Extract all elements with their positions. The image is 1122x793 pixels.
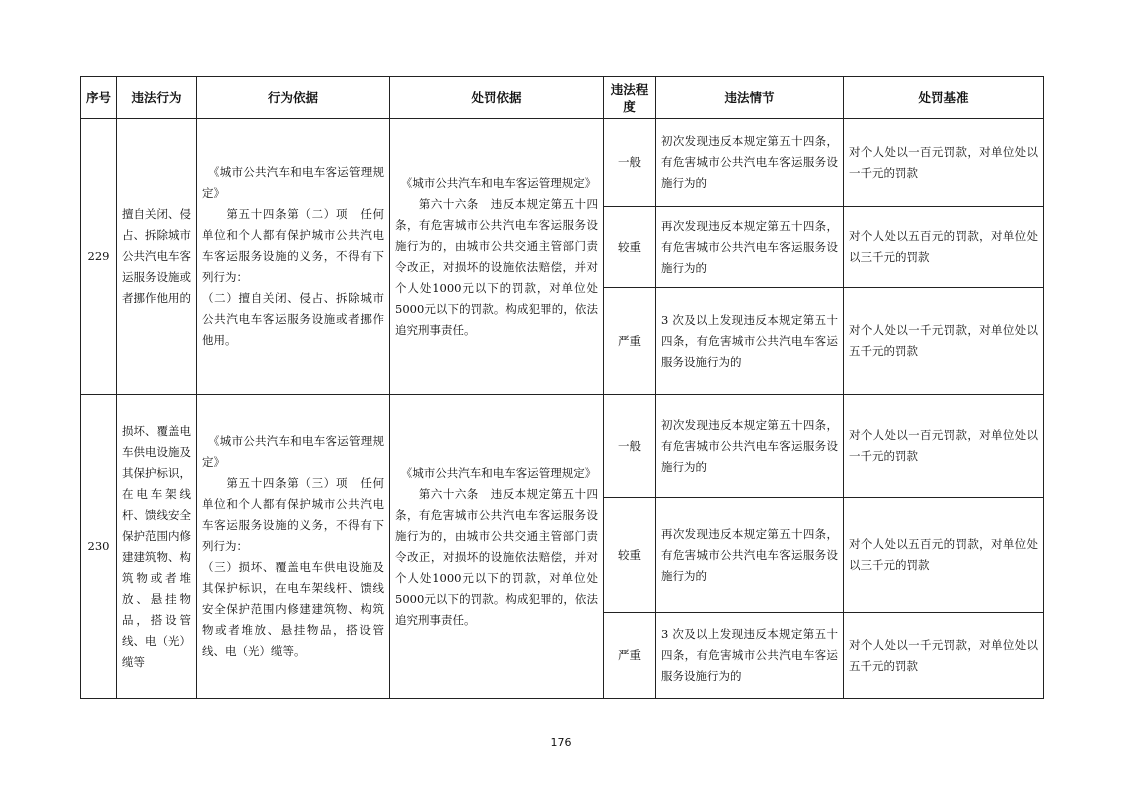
page-number: 176 [550,736,572,749]
row-violation: 损坏、覆盖电车供电设施及其保护标识，在电车架线杆、馈线安全保护范围内修建建筑物、构筑物或者堆放、悬挂物品，搭设管线、电（光）缆等 [117,395,197,699]
row-penalty-basis: 《城市公共汽车和电车客运管理规定》 第六十六条 违反本规定第五十四条，有危害城市公共汽电车客运服务设施行为的，由城市公共交通主管部门责令改正，对损坏的设施依法赔偿，并对个人处1000元以下的罚款，对单位处5000元以下的罚款。构成犯罪的，依法追究刑事责任。 [390,119,604,395]
level-circumstance: 3 次及以上发现违反本规定第五十四条，有危害城市公共汽电车客运服务设施行为的 [656,288,844,395]
level-circumstance: 初次发现违反本规定第五十四条，有危害城市公共汽电车客运服务设施行为的 [656,395,844,498]
header-seq: 序号 [81,77,117,119]
penalty-standards-table [80,76,1044,699]
level-circumstance: 再次发现违反本规定第五十四条，有危害城市公共汽电车客运服务设施行为的 [656,498,844,613]
row-seq: 229 [81,119,117,395]
level-degree: 一般 [604,395,656,498]
level-standard: 对个人处以五百元的罚款，对单位处以三千元的罚款 [844,207,1044,288]
level-circumstance: 初次发现违反本规定第五十四条，有危害城市公共汽电车客运服务设施行为的 [656,119,844,207]
row-violation: 擅自关闭、侵占、拆除城市公共汽电车客运服务设施或者挪作他用的 [117,119,197,395]
level-standard: 对个人处以一百元罚款，对单位处以一千元的罚款 [844,119,1044,207]
row-seq: 230 [81,395,117,699]
row-behavior-basis: 《城市公共汽车和电车客运管理规定》 第五十四条第（二）项 任何单位和个人都有保护城市公共汽电车客运服务设施的义务，不得有下列行为： （二）擅自关闭、侵占、拆除城市公共汽电车客运服务设施或者挪作他用。 [197,119,390,395]
level-degree: 一般 [604,119,656,207]
level-circumstance: 3 次及以上发现违反本规定第五十四条，有危害城市公共汽电车客运服务设施行为的 [656,613,844,699]
level-circumstance: 再次发现违反本规定第五十四条，有危害城市公共汽电车客运服务设施行为的 [656,207,844,288]
header-circumstance: 违法情节 [656,77,844,119]
row-behavior-basis: 《城市公共汽车和电车客运管理规定》 第五十四条第（三）项 任何单位和个人都有保护城市公共汽电车客运服务设施的义务，不得有下列行为： （三）损坏、覆盖电车供电设施及其保护标识，在电车架线杆、馈线安全保护范围内修建建筑物、构筑物或者堆放、悬挂物品，搭设管线、电（光）缆等。 [197,395,390,699]
level-standard: 对个人处以一千元罚款，对单位处以五千元的罚款 [844,613,1044,699]
level-degree: 较重 [604,498,656,613]
header-standard: 处罚基准 [844,77,1044,119]
header-degree: 违法程度 [604,77,656,119]
table-row [81,119,1044,207]
header-behavior-basis: 行为依据 [197,77,390,119]
level-standard: 对个人处以一百元罚款，对单位处以一千元的罚款 [844,395,1044,498]
row-penalty-basis: 《城市公共汽车和电车客运管理规定》 第六十六条 违反本规定第五十四条，有危害城市公共汽电车客运服务设施行为的，由城市公共交通主管部门责令改正，对损坏的设施依法赔偿，并对个人处1000元以下的罚款，对单位处5000元以下的罚款。构成犯罪的，依法追究刑事责任。 [390,395,604,699]
level-degree: 严重 [604,288,656,395]
level-standard: 对个人处以五百元的罚款，对单位处以三千元的罚款 [844,498,1044,613]
header-penalty-basis: 处罚依据 [390,77,604,119]
level-degree: 较重 [604,207,656,288]
level-standard: 对个人处以一千元罚款，对单位处以五千元的罚款 [844,288,1044,395]
level-degree: 严重 [604,613,656,699]
table-header-row [81,77,1044,119]
table-row [81,395,1044,498]
header-violation: 违法行为 [117,77,197,119]
